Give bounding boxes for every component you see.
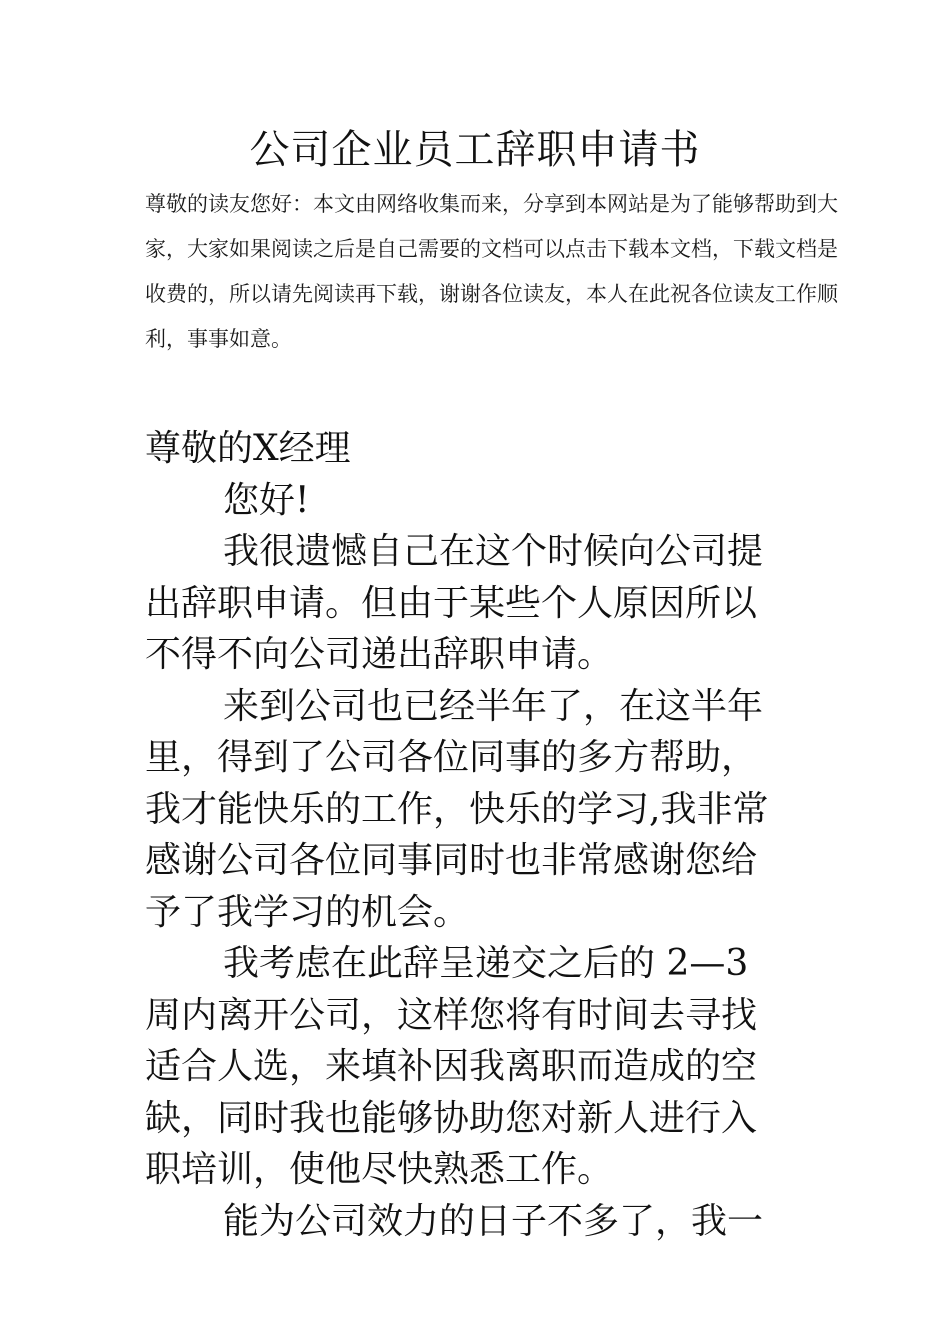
letter-line: 职培训，使他尽快熟悉工作。 <box>145 1149 614 1190</box>
reader-notice <box>145 182 838 362</box>
letter-body <box>145 423 810 1247</box>
letter-greeting: 您好! <box>223 479 310 521</box>
letter-line: 我很遗憾自己在这个时候向公司提 <box>223 531 764 572</box>
notice-line: 收费的，所以请先阅读再下载，谢谢各位读友，本人在此祝各位读友工作顺 <box>145 282 838 306</box>
letter-salutation: 尊敬的X经理 <box>145 428 351 469</box>
letter-line: 能为公司效力的日子不多了，我一 <box>223 1200 764 1242</box>
letter-line: 周内离开公司，这样您将有时间去寻找 <box>145 994 758 1036</box>
letter-line: 里，得到了公司各位同事的多方帮助， <box>145 737 758 778</box>
document-title: 公司企业员工辞职申请书 <box>249 127 701 173</box>
letter-line: 来到公司也已经半年了，在这半年 <box>223 685 764 727</box>
notice-line: 利，事事如意。 <box>145 327 292 351</box>
letter-line: 适合人选，来填补因我离职而造成的空 <box>145 1046 758 1087</box>
notice-line: 尊敬的读友您好：本文由网络收集而来，分享到本网站是为了能够帮助到大 <box>145 192 838 216</box>
letter-line: 感谢公司各位同事同时也非常感谢您给 <box>145 840 758 881</box>
letter-line: 我考虑在此辞呈递交之后的 2—3 <box>223 943 749 984</box>
letter-line: 我才能快乐的工作，快乐的学习,我非常 <box>145 788 769 830</box>
letter-line: 出辞职申请。但由于某些个人原因所以 <box>145 582 758 624</box>
letter-line: 缺，同时我也能够协助您对新人进行入 <box>145 1097 758 1139</box>
letter-line: 不得不向公司递出辞职申请。 <box>145 634 614 675</box>
letter-line: 予了我学习的机会。 <box>145 891 470 933</box>
notice-line: 家，大家如果阅读之后是自己需要的文档可以点击下载本文档，下载文档是 <box>145 237 838 261</box>
